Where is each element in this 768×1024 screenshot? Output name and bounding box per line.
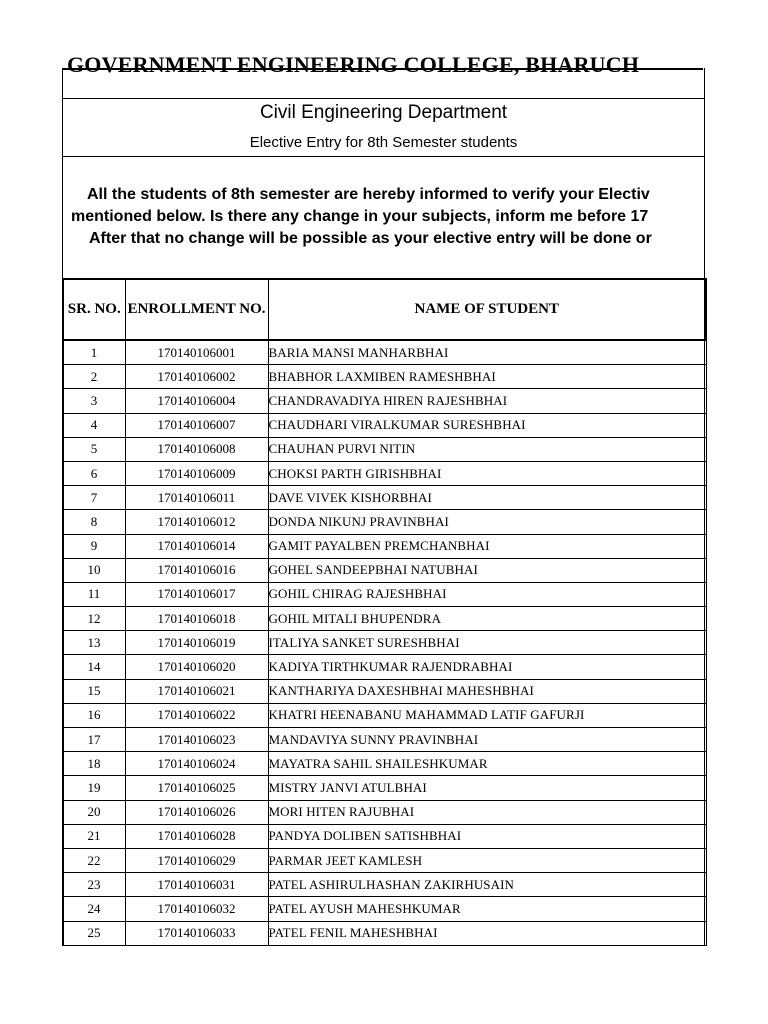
- sr-cell: 21: [63, 824, 125, 848]
- sr-cell: 6: [63, 461, 125, 485]
- enrollment-cell: 170140106009: [125, 461, 268, 485]
- enrollment-cell: 170140106019: [125, 631, 268, 655]
- student-name-cell: PATEL ASHIRULHASHAN ZAKIRHUSAIN: [268, 873, 706, 897]
- enrollment-cell: 170140106007: [125, 413, 268, 437]
- enrollment-cell: 170140106022: [125, 703, 268, 727]
- table-row: [63, 340, 706, 365]
- sr-cell: 7: [63, 486, 125, 510]
- page-subtitle: Elective Entry for 8th Semester students: [249, 134, 518, 151]
- sr-cell: 23: [63, 873, 125, 897]
- sr-cell: 18: [63, 752, 125, 776]
- sr-cell: 16: [63, 703, 125, 727]
- college-name: GOVERNMENT ENGINEERING COLLEGE, BHARUCH: [67, 52, 640, 77]
- student-name-cell: PANDYA DOLIBEN SATISHBHAI: [268, 824, 706, 848]
- student-name-cell: PATEL AYUSH MAHESHKUMAR: [268, 897, 706, 921]
- student-name-cell: BARIA MANSI MANHARBHAI: [268, 340, 706, 365]
- sr-cell: 11: [63, 582, 125, 606]
- enrollment-cell: 170140106031: [125, 873, 268, 897]
- student-name-cell: GOHIL MITALI BHUPENDRA: [268, 607, 706, 631]
- enrollment-cell: 170140106021: [125, 679, 268, 703]
- sr-cell: 25: [63, 921, 125, 945]
- sr-cell: 1: [63, 340, 125, 365]
- divider: [63, 98, 704, 99]
- table-header-row: [63, 279, 706, 340]
- student-name-cell: GOHEL SANDEEPBHAI NATUBHAI: [268, 558, 706, 582]
- enrollment-cell: 170140106012: [125, 510, 268, 534]
- student-name-cell: MANDAVIYA SUNNY PRAVINBHAI: [268, 728, 706, 752]
- enrollment-cell: 170140106017: [125, 582, 268, 606]
- sr-cell: 14: [63, 655, 125, 679]
- sr-cell: 13: [63, 631, 125, 655]
- table-row: [63, 631, 706, 655]
- table-row: [63, 365, 706, 389]
- sr-cell: 22: [63, 848, 125, 872]
- enrollment-cell: 170140106004: [125, 389, 268, 413]
- student-name-cell: MAYATRA SAHIL SHAILESHKUMAR: [268, 752, 706, 776]
- enrollment-cell: 170140106028: [125, 824, 268, 848]
- sr-cell: 12: [63, 607, 125, 631]
- table-row: [63, 413, 706, 437]
- student-name-cell: CHAUHAN PURVI NITIN: [268, 437, 706, 461]
- student-name-cell: GOHIL CHIRAG RAJESHBHAI: [268, 582, 706, 606]
- enrollment-cell: 170140106002: [125, 365, 268, 389]
- student-name-cell: PARMAR JEET KAMLESH: [268, 848, 706, 872]
- table-row: [63, 437, 706, 461]
- enrollment-cell: 170140106033: [125, 921, 268, 945]
- sr-cell: 3: [63, 389, 125, 413]
- table-row: [63, 582, 706, 606]
- student-name-cell: PATEL FENIL MAHESHBHAI: [268, 921, 706, 945]
- sr-cell: 19: [63, 776, 125, 800]
- sr-cell: 2: [63, 365, 125, 389]
- column-header-name: NAME OF STUDENT: [268, 279, 706, 340]
- student-name-cell: CHAUDHARI VIRALKUMAR SURESHBHAI: [268, 413, 706, 437]
- table-row: [63, 534, 706, 558]
- table-row: [63, 752, 706, 776]
- enrollment-cell: 170140106026: [125, 800, 268, 824]
- enrollment-cell: 170140106024: [125, 752, 268, 776]
- table-row: [63, 486, 706, 510]
- sr-cell: 10: [63, 558, 125, 582]
- student-name-cell: DAVE VIVEK KISHORBHAI: [268, 486, 706, 510]
- student-name-cell: BHABHOR LAXMIBEN RAMESHBHAI: [268, 365, 706, 389]
- enrollment-cell: 170140106008: [125, 437, 268, 461]
- enrollment-cell: 170140106014: [125, 534, 268, 558]
- table-row: [63, 703, 706, 727]
- top-border: [62, 68, 703, 70]
- table-row: [63, 873, 706, 897]
- enrollment-cell: 170140106032: [125, 897, 268, 921]
- enrollment-cell: 170140106020: [125, 655, 268, 679]
- student-name-cell: MISTRY JANVI ATULBHAI: [268, 776, 706, 800]
- student-name-cell: ITALIYA SANKET SURESHBHAI: [268, 631, 706, 655]
- table-row: [63, 461, 706, 485]
- table-row: [63, 800, 706, 824]
- student-name-cell: GAMIT PAYALBEN PREMCHANBHAI: [268, 534, 706, 558]
- enrollment-cell: 170140106025: [125, 776, 268, 800]
- table-row: [63, 728, 706, 752]
- notice-line-2: mentioned below. Is there any change in your subjects, inform me before 17: [71, 208, 649, 225]
- notice-line-3: After that no change will be possible as your elective entry will be done or: [89, 230, 652, 247]
- enrollment-cell: 170140106023: [125, 728, 268, 752]
- enrollment-cell: 170140106001: [125, 340, 268, 365]
- table-row: [63, 558, 706, 582]
- sr-cell: 4: [63, 413, 125, 437]
- notice-line-1: All the students of 8th semester are hereby informed to verify your Electiv: [87, 186, 650, 203]
- table-row: [63, 655, 706, 679]
- column-header-sr: SR. NO.: [63, 279, 125, 340]
- student-name-cell: KANTHARIYA DAXESHBHAI MAHESHBHAI: [268, 679, 706, 703]
- table-row: [63, 921, 706, 945]
- department-title: Civil Engineering Department: [259, 102, 508, 123]
- sr-cell: 5: [63, 437, 125, 461]
- enrollment-cell: 170140106018: [125, 607, 268, 631]
- sr-cell: 15: [63, 679, 125, 703]
- student-name-cell: CHANDRAVADIYA HIREN RAJESHBHAI: [268, 389, 706, 413]
- student-name-cell: MORI HITEN RAJUBHAI: [268, 800, 706, 824]
- enrollment-cell: 170140106016: [125, 558, 268, 582]
- sr-cell: 17: [63, 728, 125, 752]
- table-row: [63, 897, 706, 921]
- table-row: [63, 510, 706, 534]
- enrollment-cell: 170140106011: [125, 486, 268, 510]
- divider: [63, 156, 704, 157]
- document-sheet: [62, 52, 705, 946]
- table-row: [63, 848, 706, 872]
- table-row: [63, 389, 706, 413]
- sr-cell: 20: [63, 800, 125, 824]
- sr-cell: 9: [63, 534, 125, 558]
- student-name-cell: KHATRI HEENABANU MAHAMMAD LATIF GAFURJI: [268, 703, 706, 727]
- student-name-cell: CHOKSI PARTH GIRISHBHAI: [268, 461, 706, 485]
- enrollment-cell: 170140106029: [125, 848, 268, 872]
- column-header-enrollment: ENROLLMENT NO.: [125, 279, 268, 340]
- sr-cell: 24: [63, 897, 125, 921]
- student-name-cell: KADIYA TIRTHKUMAR RAJENDRABHAI: [268, 655, 706, 679]
- table-row: [63, 776, 706, 800]
- student-name-cell: DONDA NIKUNJ PRAVINBHAI: [268, 510, 706, 534]
- table-row: [63, 679, 706, 703]
- table-row: [63, 607, 706, 631]
- table-row: [63, 824, 706, 848]
- sr-cell: 8: [63, 510, 125, 534]
- students-table: [62, 278, 707, 946]
